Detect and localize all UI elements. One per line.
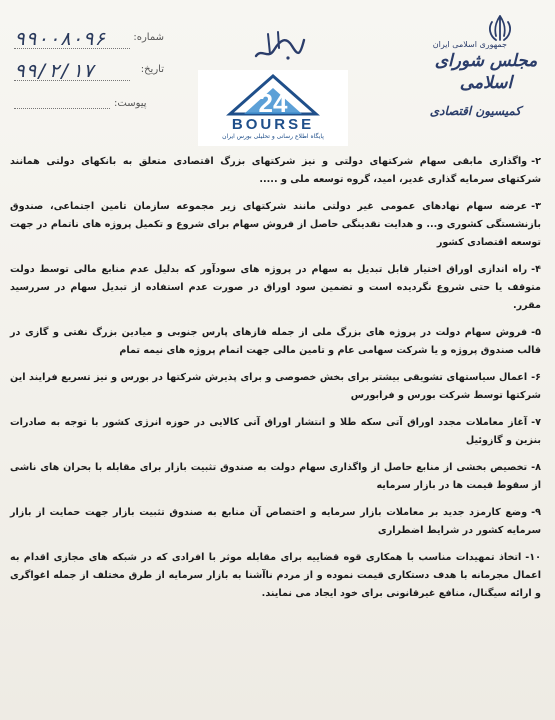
item-text: اتخاذ تمهیدات مناسب با همکاری قوه قضاییه برای مقابله موثر با افرادی که در شبکه های مجازی اقدام به اعمال مجرمانه با هدف دستکاری قیمت نموده و از مردم ناآشنا به بازار سرمایه از طرق مختلف از جمله اغواگری و ارائه سیگنال، منافع غیرقانونی برای خود ایجاد می نمایند. [10,552,541,599]
letter-number-row [14,28,164,60]
letter-date-value: ۹۹/۲/۱۷ [14,60,95,82]
item-number: ۴- [531,264,541,275]
item-text: راه اندازی اوراق اختیار قابل تبدیل به سهام در پروژه های سودآور که بدلیل عدم منابع مالی توسط دولت متوقف یا حتی شروع نگردیده است و تضمین سود اوراق در صورت عدم استفاده از تبدیل سهام در سررسید مقرر. [10,264,541,311]
letter-number-label: شماره: [133,32,164,43]
item-text: عرضه سهام نهادهای عمومی غیر دولتی مانند شرکتهای زیر مجموعه سازمان تامین اجتماعی، صندوق بازنشستگی کشوری و... و هدایت نقدینگی حاصل از فروش سهام برای شروع و تکمیل پروژه های ناتمام در جهت توسعه اقتصادی کشور [10,201,541,248]
item-number: ۱۰- [525,552,541,563]
bourse-logo [198,70,348,146]
list-item [10,324,541,360]
list-item [10,369,541,405]
logo-tagline: پایگاه اطلاع رسانی و تحلیلی بورس ایران [222,133,324,140]
letter-body [10,153,541,612]
item-number: ۷- [531,417,541,428]
number-dotted-line [14,48,130,49]
item-number: ۸- [531,462,541,473]
list-item [10,261,541,315]
list-item [10,198,541,252]
republic-title: جمهوری اسلامی ایران [432,40,507,49]
item-text: وضع کارمزد جدید بر معاملات بازار سرمایه و اختصاص آن منابع به صندوق تثبیت بازار جهت حمایت از بازار سرمایه کشور در شرایط اضطراری [10,507,541,536]
letter-date-row [14,60,164,92]
item-number: ۵- [531,327,541,338]
letter-number-value: ۹۹۰۰۸۰۹۶ [14,28,106,50]
letter-date-label: تاریخ: [140,64,164,75]
item-text: تخصیص بخشی از منابع حاصل از واگذاری سهام دولت به صندوق تثبیت بازار برای مقابله با بحران های ناشی از سقوط قیمت ها در بازار سرمایه [10,462,541,491]
item-number: ۶- [531,372,541,383]
item-number: ۹- [531,507,541,518]
list-item [10,153,541,189]
attachment-label: پیوست: [114,98,147,109]
bismillah-calligraphy [248,26,308,66]
item-text: فروش سهام دولت در پروژه های بزرگ ملی از جمله فازهای پارس جنوبی و میادین بزرگ نفتی و گازی در قالب صندوق پروژه و یا شرکت سهامی عام و تامین مالی جهت اتمام پروژه های نیمه تمام [10,327,541,356]
majlis-title: مجلس شورای اسلامی [434,51,538,93]
logo-name: BOURSE [231,116,315,133]
item-text: اعمال سیاستهای تشویقی بیشتر برای بخش خصوصی و برای پذیرش شرکتها در بورس و نیز تسریع فرایند این شرکتها توسط شرکت بورس و فرابورس [10,372,541,401]
item-text: آغاز معاملات مجدد اوراق آتی سکه طلا و انتشار اوراق آتی کالایی در حوزه انرژی کشور با توجه به صادرات بنزین و گازوئیل [10,417,541,446]
list-item [10,459,541,495]
commission-title: کمیسیون اقتصادی [429,104,521,118]
item-text: واگذاری مابقی سهام شرکتهای دولتی و نیز شرکتهای بزرگ اقتصادی متعلق به بانکهای دولتی همانند شرکتهای سرمایه گذاری غدیر، امید، گروه توسعه ملی و ..... [10,156,541,185]
letter-meta [14,28,164,92]
date-dotted-line [14,80,130,81]
item-number: ۳- [531,201,541,212]
list-item [10,414,541,450]
logo-mark-icon [226,72,320,116]
list-item [10,504,541,540]
attachment-dotted-line [14,108,110,109]
logo-mark-number: 24 [258,88,288,116]
item-number: ۲- [531,156,541,167]
list-item [10,549,541,603]
